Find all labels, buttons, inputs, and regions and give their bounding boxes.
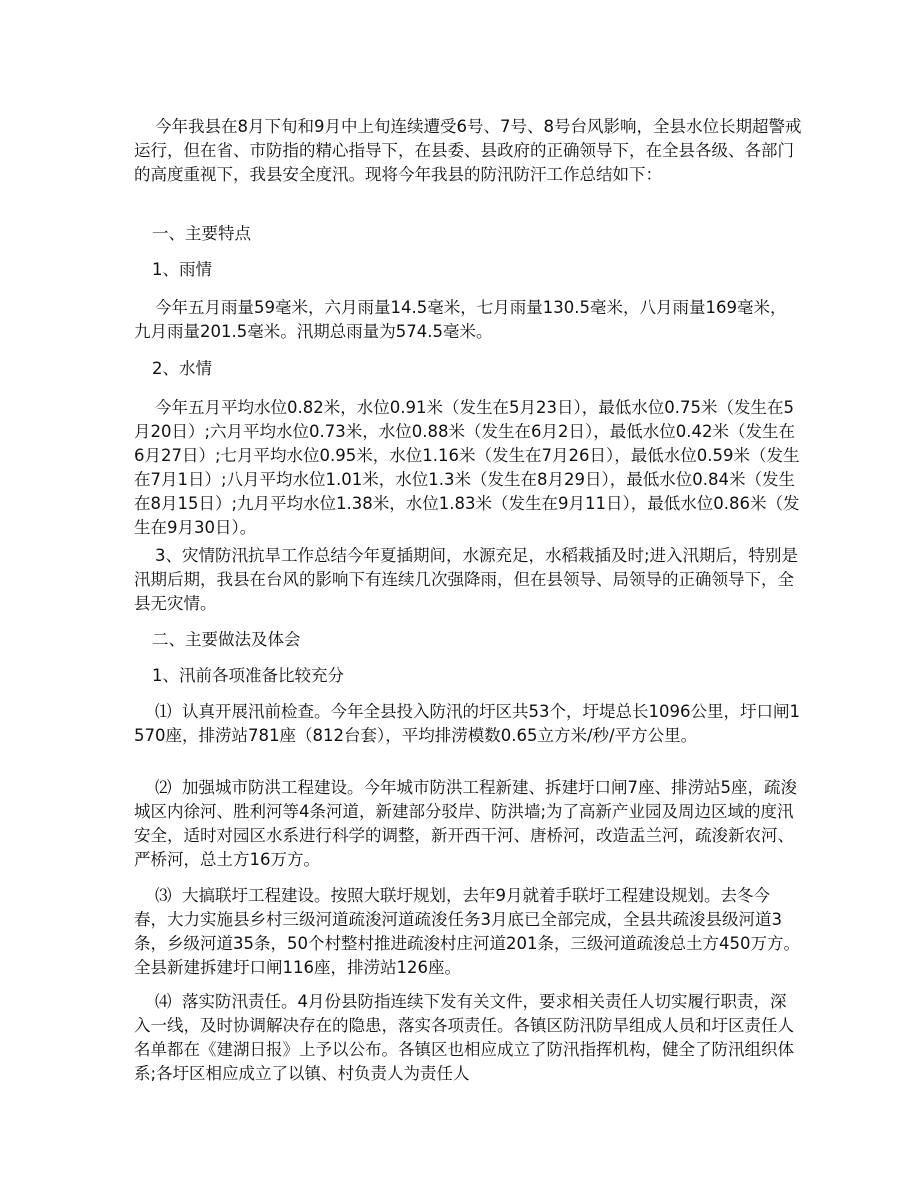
item-4-paragraph: ⑷ 落实防汛责任。4月份县防指连续下发有关文件，要求相关责任人切实履行职责，深入一线，及时协调解决存在的隐患，落实各项责任。各镇区防汛防旱组成人员和圩区责任人名单都在《建湖日报》上予以公布。各镇区也相应成立了防汛指挥机构，健全了防汛组织体系;各圩区相应成立了以镇、村负责人为责任人 <box>134 992 794 1083</box>
rain-paragraph: 今年五月雨量59毫米，六月雨量14.5毫米，七月雨量130.5毫米，八月雨量169毫米，九月雨量201.5毫米。汛期总雨量为574.5毫米。 <box>134 298 787 341</box>
item-3-paragraph: ⑶ 大搞联圩工程建设。按照大联圩规划，去年9月就着手联圩工程建设规划。去冬今春，大力实施县乡村三级河道疏浚河道疏浚任务3月底已全部完成，全县共疏浚县级河道3条，乡级河道35条，50个村整村推进疏浚村庄河道201条，三级河道疏浚总土方450万方。全县新建拆建圩口闸116座，排涝站126座。 <box>134 886 800 977</box>
subheading-preparation: 1、汛前各项准备比较充分 <box>152 666 344 685</box>
item-1-paragraph: ⑴ 认真开展汛前检查。今年全县投入防汛的圩区共53个，圩堤总长1096公里，圩口闸1570座，排涝站781座（812台套），平均排涝模数0.65立方米/秒/平方公里。 <box>134 702 800 745</box>
intro-paragraph: 今年我县在8月下旬和9月中上旬连续遭受6号、7号、8号台风影响，全县水位长期超警戒运行，但在省、市防指的精心指导下，在县委、县政府的正确领导下，在全县各级、各部门的高度重视下，我县安全度汛。现将今年我县的防汛防汗工作总结如下： <box>134 117 802 184</box>
subheading-rain: 1、雨情 <box>152 260 212 279</box>
disaster-paragraph: 3、灾情防汛抗旱工作总结今年夏插期间，水源充足，水稻栽插及时;进入汛期后，特别是汛期后期，我县在台风的影响下有连续几次强降雨，但在县领导、局领导的正确领导下，全县无灾情。 <box>134 546 799 613</box>
subheading-water: 2、水情 <box>152 359 212 378</box>
water-paragraph: 今年五月平均水位0.82米，水位0.91米（发生在5月23日），最低水位0.75米（发生在5月20日）;六月平均水位0.73米，水位0.88米（发生在6月2日），最低水位0.42米（发生在6月27日）;七月平均水位0.95米，水位1.16米（发生在7月26日），最低水位0.59米（发生在7月1日）;八月平均水位1.01米，水位1.3米（发生在8月29日），最低水位0.84米（发生在8月15日）;九月平均水位1.38米，水位1.83米（发生在9月11日），最低水位0.86米（发生在9月30日）。 <box>134 398 800 537</box>
item-2-paragraph: ⑵ 加强城市防洪工程建设。今年城市防洪工程新建、拆建圩口闸7座、排涝站5座，疏浚城区内徐河、胜利河等4条河道，新建部分驳岸、防洪墙;为了高新产业园及周边区域的度汛安全，适时对园区水系进行科学的调整，新开西干河、唐桥河，改造盂兰河，疏浚新农河、严桥河，总土方16万方。 <box>134 778 797 869</box>
section-heading-main-features: 一、主要特点 <box>152 224 251 243</box>
section-heading-methods: 二、主要做法及体会 <box>152 630 301 649</box>
